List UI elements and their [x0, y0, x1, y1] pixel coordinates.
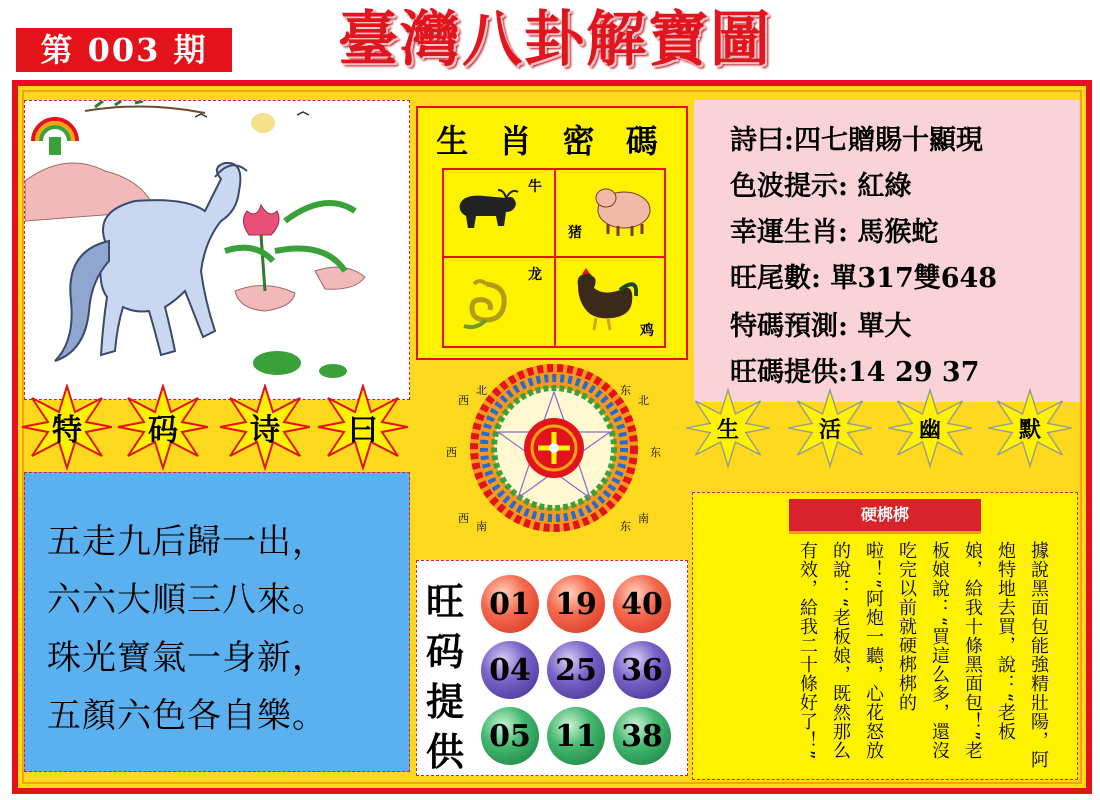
page-title: 臺灣八卦解寶圖 [338, 5, 772, 75]
star-badge-ma: 码 [118, 384, 208, 470]
wheel-label: 南 [476, 520, 487, 533]
star-badge-you: 幽 [888, 388, 972, 468]
dragon-icon [456, 276, 516, 336]
number-ball: 36 [613, 641, 671, 699]
info-color-wave: 色波提示: 紅綠 [730, 171, 912, 202]
poem-line: 六六大順三八來。 [47, 580, 327, 620]
joke-text: 據說黑面包能強精壯陽，阿炮特地去買，說：“老板娘，給我十條黑面包！”老板娘說：“買這么多，還沒吃完以前就硬梆梆的啦！”阿炮一聽，心花怒放的說：“老板娘，既然那么有效，給我二十條好了！” [797, 541, 1049, 769]
star-badge-yue: 曰 [318, 384, 408, 470]
number-ball: 04 [481, 641, 539, 699]
zodiac-title: 生 肖 密 碼 [436, 122, 668, 160]
info-prediction: 特碼預測: 單大 [730, 311, 912, 342]
info-panel [694, 100, 1080, 402]
wheel-label: 北 [476, 384, 487, 397]
zodiac-grid [442, 168, 666, 348]
hot-numbers-label: 旺 码 提 供 [425, 579, 464, 774]
wheel-label: 东 [620, 384, 631, 397]
info-poem: 詩曰:四七贈賜十顯現 [730, 125, 983, 156]
number-ball: 01 [481, 575, 539, 633]
poem-panel [24, 472, 410, 772]
wheel-label: 西 [446, 446, 457, 459]
pig-icon [592, 178, 658, 238]
number-ball: 05 [481, 707, 539, 765]
info-hot-numbers: 旺碼提供:14 29 37 [730, 357, 980, 388]
joke-panel [692, 492, 1078, 780]
wheel-label: 南 [638, 512, 649, 525]
star-badge-huo: 活 [788, 388, 872, 468]
star-badge-sheng: 生 [686, 388, 770, 468]
info-lucky-zodiac: 幸運生肖: 馬猴蛇 [730, 217, 939, 248]
hot-numbers-panel [416, 560, 688, 776]
zodiac-label-ox: 牛 [528, 179, 542, 195]
zodiac-label-pig: 猪 [568, 225, 582, 241]
wheel-label: 东 [650, 446, 661, 459]
wheel-label: 东 [620, 520, 631, 533]
star-badge-te: 特 [22, 384, 112, 470]
number-ball: 38 [613, 707, 671, 765]
info-tail-number: 旺尾數: 單317雙648 [730, 263, 998, 294]
bagua-wheel [444, 362, 664, 534]
rooster-icon [564, 266, 638, 336]
issue-number: 第 003 期 [16, 28, 232, 72]
number-ball: 11 [547, 707, 605, 765]
wheel-label: 北 [638, 394, 649, 407]
poem-line: 珠光寶氣一身新， [47, 638, 327, 678]
number-ball: 40 [613, 575, 671, 633]
poem-line: 五顏六色各自樂。 [47, 696, 327, 736]
zodiac-code-panel [416, 106, 688, 360]
horse-illustration [24, 100, 410, 400]
joke-title: 硬梆梆 [789, 499, 981, 531]
wheel-label: 西 [458, 394, 469, 407]
star-badge-shi: 诗 [220, 384, 310, 470]
zodiac-label-dragon: 龙 [528, 267, 542, 283]
horse-scene-icon [25, 101, 410, 400]
star-badge-mo: 默 [988, 388, 1072, 468]
number-ball: 25 [547, 641, 605, 699]
number-ball: 19 [547, 575, 605, 633]
ox-icon [454, 186, 520, 240]
wheel-label: 西 [458, 512, 469, 525]
zodiac-label-rooster: 鸡 [640, 323, 654, 339]
poem-line: 五走九后歸一出， [47, 522, 327, 562]
